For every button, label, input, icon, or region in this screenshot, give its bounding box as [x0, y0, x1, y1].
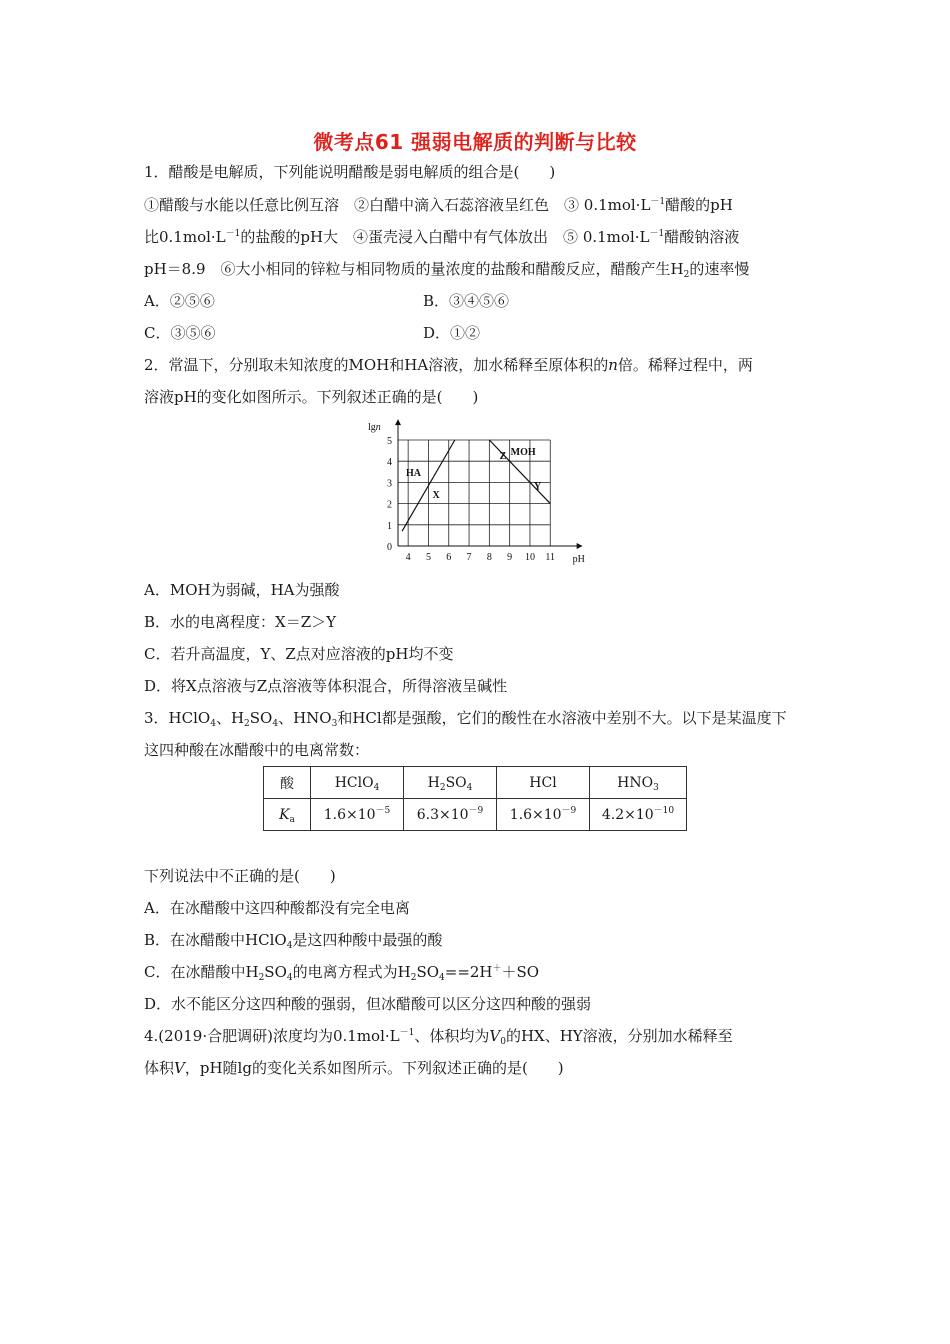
table-header-cell: HCl [497, 767, 590, 799]
y-tick-label: 1 [387, 520, 392, 532]
q2-stem-line2: 溶液pH的变化如图所示。下列叙述正确的是( ) [144, 388, 479, 406]
table-row [264, 767, 687, 799]
q2-option-a[interactable]: A．MOH为弱碱，HA为强酸 [144, 581, 340, 599]
x-tick-label: 8 [486, 552, 492, 563]
q1-option-d[interactable]: D．①② [423, 324, 481, 342]
point-label-y: Y [533, 481, 542, 493]
x-tick-label: 10 [524, 552, 535, 563]
q3-option-c[interactable]: C．在冰醋酸中$H_2SO_4$的电离方程式为$H_2SO_4==2H^++SO$ [144, 963, 540, 983]
q2-option-c[interactable]: C．若升高温度，Y、Z点对应溶液的pH均不变 [144, 645, 454, 663]
q1-items-line2: 比$0.1mol\cdot L^{-1}$的盐酸的pH大 ④蛋壳浸入白醋中有气体放出 ⑤ $0.1mol\cdot L^{-1}$醋酸钠溶液 [144, 228, 740, 246]
table-row [264, 799, 687, 831]
x-tick-label: 4 [405, 552, 411, 563]
q2-option-d[interactable]: D．将X点溶液与Z点溶液等体积混合，所得溶液呈碱性 [144, 677, 508, 695]
q3-stem-line1: 3．HClO$_4$、$H_2SO_4$、$HNO_3$和HCl都是强酸，它们的酸性在水溶液中差别不大。以下是某温度下 [144, 709, 787, 729]
y-axis-label: lgn [368, 422, 381, 433]
y-tick-label: 3 [387, 478, 392, 490]
table-header-cell: $HNO_3$ [590, 767, 687, 799]
q3-option-b[interactable]: B．在冰醋酸中HClO$_4$是这四种酸中最强的酸 [144, 931, 443, 951]
q3-option-d[interactable]: D．水不能区分这四种酸的强弱，但冰醋酸可以区分这四种酸的强弱 [144, 995, 592, 1013]
series-label-moh: MOH [510, 446, 536, 458]
point-label-x: X [432, 489, 440, 501]
y-tick-label: 4 [387, 457, 392, 469]
q1-stem: 1．醋酸是电解质，下列能说明醋酸是弱电解质的组合是( ) [144, 163, 556, 181]
q2-stem-line1: 2．常温下，分别取未知浓度的MOH和HA溶液，加水稀释至原体积的n倍。稀释过程中，两 [144, 356, 753, 374]
table-header-cell: $H_2SO_4$ [404, 767, 497, 799]
table-row-label: $K_a$ [264, 799, 311, 831]
q4-stem-line2: 体积V，pH随lg的变化关系如图所示。下列叙述正确的是( ) [144, 1059, 564, 1077]
q1-option-c[interactable]: C．③⑤⑥ [144, 324, 216, 342]
q2-option-b[interactable]: B．水的电离程度：X＝Z＞Y [144, 613, 337, 631]
x-tick-label: 7 [466, 552, 472, 563]
x-tick-label: 11 [545, 552, 556, 563]
x-axis-arrow [577, 543, 583, 549]
dilution-ph-chart [362, 418, 592, 570]
table-cell: $6.3\times 10^{-9}$ [404, 799, 497, 831]
x-tick-label: 6 [446, 552, 452, 563]
table-header-cell: HClO$_4$ [311, 767, 404, 799]
q1-items-line1: ①醋酸与水能以任意比例互溶 ②白醋中滴入石蕊溶液呈红色 ③ $0.1mol\cdot L^{-1}$醋酸的pH [144, 196, 733, 214]
ka-table [263, 766, 687, 831]
x-axis-label: pH [572, 554, 585, 565]
y-tick-label: 2 [387, 499, 392, 511]
x-tick-label: 9 [507, 552, 513, 563]
q4-stem-line1: 4.(2019·合肥调研)浓度均为$0.1mol\cdot L^{-1}$、体积均为$V_0$的HX、HY溶液，分别加水稀释至 [144, 1027, 733, 1047]
page-title: 微考点61 强弱电解质的判断与比较 [313, 130, 637, 154]
point-label-z: Z [499, 451, 507, 463]
table-cell: $1.6\times 10^{-5}$ [311, 799, 404, 831]
y-tick-label: 0 [387, 542, 392, 553]
y-axis-arrow [395, 419, 401, 425]
q3-stem-line2: 这四种酸在冰醋酸中的电离常数： [144, 741, 370, 759]
x-tick-label: 5 [425, 552, 431, 563]
q3-option-a[interactable]: A．在冰醋酸中这四种酸都没有完全电离 [144, 899, 410, 917]
series-label-ha: HA [406, 468, 421, 480]
y-tick-label: 5 [387, 436, 392, 447]
q1-items-line3: pH＝8.9 ⑥大小相同的锌粒与相同物质的量浓度的盐酸和醋酸反应，醋酸产生$H_2$的速率慢 [144, 260, 750, 280]
q3-question: 下列说法中不正确的是( ) [144, 867, 336, 885]
table-cell: $1.6\times 10^{-9}$ [497, 799, 590, 831]
table-header-acid: 酸 [264, 767, 311, 799]
q1-option-b[interactable]: B．③④⑤⑥ [423, 292, 510, 310]
q1-option-a[interactable]: A．②⑤⑥ [144, 292, 215, 310]
table-cell: $4.2\times 10^{-10}$ [590, 799, 687, 831]
